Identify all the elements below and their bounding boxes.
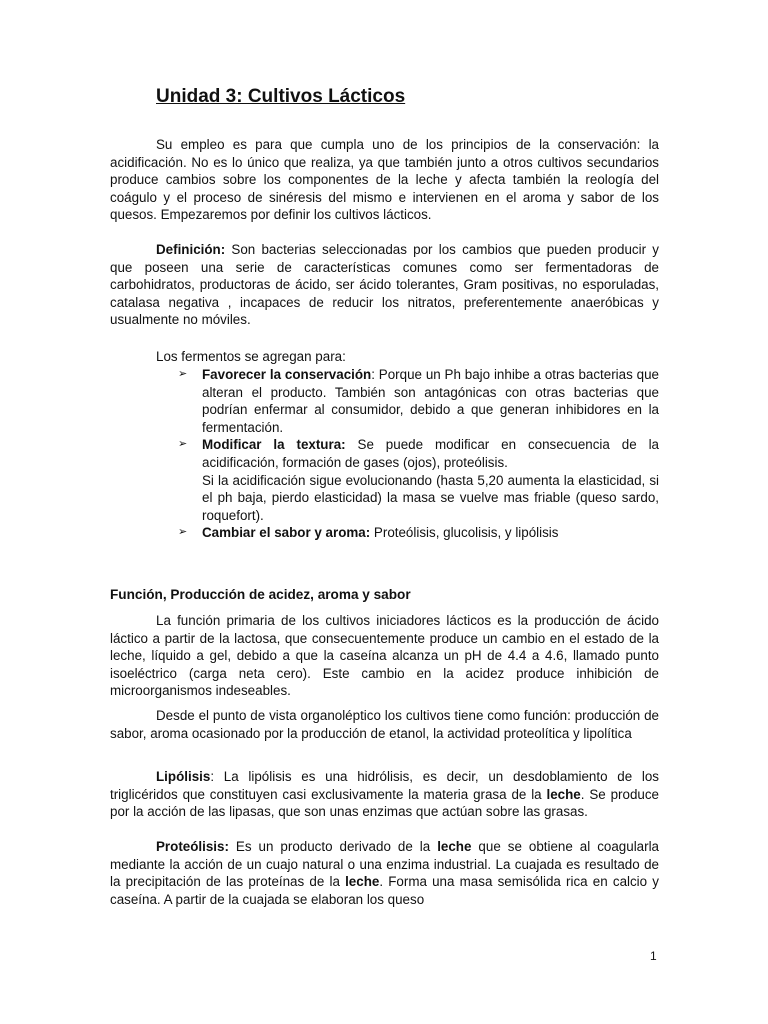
lipolisis-text: : La lipólisis es una hidrólisis, es decir, un desdoblamiento de los triglicéridos que constituyen casi exclusivamente la materia grasa de la	[110, 769, 659, 802]
bullet-label: Favorecer la conservación	[202, 367, 372, 382]
bullet-text: Proteólisis, glucolisis, y lipólisis	[370, 525, 559, 541]
proteolisis-text-end: . Forma una masa semisólida rica en calcio y caseína. A partir de la cuajada se elaboran los queso	[110, 874, 659, 907]
bullet-label: Cambiar el sabor y aroma:	[202, 525, 371, 541]
proteolisis-label: Proteólisis:	[156, 839, 229, 854]
lipolisis-paragraph	[110, 768, 659, 821]
definition-text: Son bacterias seleccionadas por los cambios que pueden producir y que poseen una serie de características comunes como ser fermentadoras de carbohidratos, productoras de ácido, ser ácido tolerantes, Gram positivas, no esporuladas, catalasa negativa , incapaces de reducir los nitratos, preferentemente anaeróbicas y usualmente no móviles.	[110, 242, 659, 328]
bold-term: leche	[437, 839, 472, 854]
section-heading: Función, Producción de acidez, aroma y sabor	[110, 587, 411, 602]
definition-label: Definición:	[156, 242, 226, 257]
fermentos-intro: Los fermentos se agregan para:	[156, 349, 346, 364]
proteolisis-text-mid: que se obtiene al coagularla mediante la acción de un cuajo natural o una enzima industrial. La cuajada es resultado de la precipitación de las proteínas de la	[110, 839, 660, 890]
page-number: 1	[650, 949, 657, 963]
arrow-bullet-icon: ➢	[178, 526, 188, 539]
bullet-label: Modificar la textura:	[202, 437, 346, 453]
arrow-bullet-icon: ➢	[178, 368, 188, 380]
bold-term: leche	[546, 786, 581, 802]
definition-paragraph	[110, 241, 659, 329]
funcion-paragraph-2: Desde el punto de vista organoléptico los cultivos tiene como función: producción de sabor, aroma ocasionado por la producción de etanol, la actividad proteolítica y lipolítica	[110, 708, 659, 741]
bullet-text: : Porque un Ph bajo inhibe a otras bacterias que alteran el producto. También son antagónicas con otras bacterias que podrían enfermar al consumidor, debido a que generan inhibidores en la fermentación.	[202, 367, 659, 435]
lipolisis-label: Lipólisis	[156, 769, 211, 784]
bold-term: leche	[345, 874, 380, 890]
lipolisis-text-end: . Se produce por la acción de las lipasas, que son unas enzimas que actúan sobre las grasas.	[110, 786, 659, 820]
fermentos-list	[110, 366, 659, 542]
list-item	[110, 366, 659, 436]
list-item	[110, 436, 659, 524]
proteolisis-text: Es un producto derivado de la	[228, 839, 438, 854]
bullet-text: Se puede modificar en consecuencia de la acidificación, formación de gases (ojos), proteólisis.	[202, 437, 659, 470]
proteolisis-paragraph	[110, 838, 659, 908]
list-item	[110, 524, 659, 542]
intro-paragraph: Su empleo es para que cumpla uno de los principios de la conservación: la acidificación. No es lo único que realiza, ya que también junto a otros cultivos secundarios produce cambios sobre los componentes de la leche y afecta también la reología del coágulo y el proceso de sinéresis del mismo e intervienen en el aroma y sabor de los quesos. Empezaremos por definir los cultivos lácticos.	[110, 137, 659, 223]
bullet-extra-text: Si la acidificación sigue evolucionando (hasta 5,20 aumenta la elasticidad, si el ph baja, pierdo elasticidad) la masa se vuelve mas friable (queso sardo, roquefort).	[202, 472, 659, 523]
page-title: Unidad 3: Cultivos Lácticos	[156, 86, 406, 107]
funcion-paragraph-1: La función primaria de los cultivos iniciadores lácticos es la producción de ácido láctico a partir de la lactosa, que consecuentemente produce un cambio en el estado de la leche, líquido a gel, debido a que la caseína alcanza un pH de 4.4 a 4.6, llamado punto isoeléctrico (carga neta cero). Este cambio en la acidez produce inhibición de microorganismos indeseables.	[110, 613, 659, 699]
arrow-bullet-icon: ➢	[178, 438, 188, 451]
